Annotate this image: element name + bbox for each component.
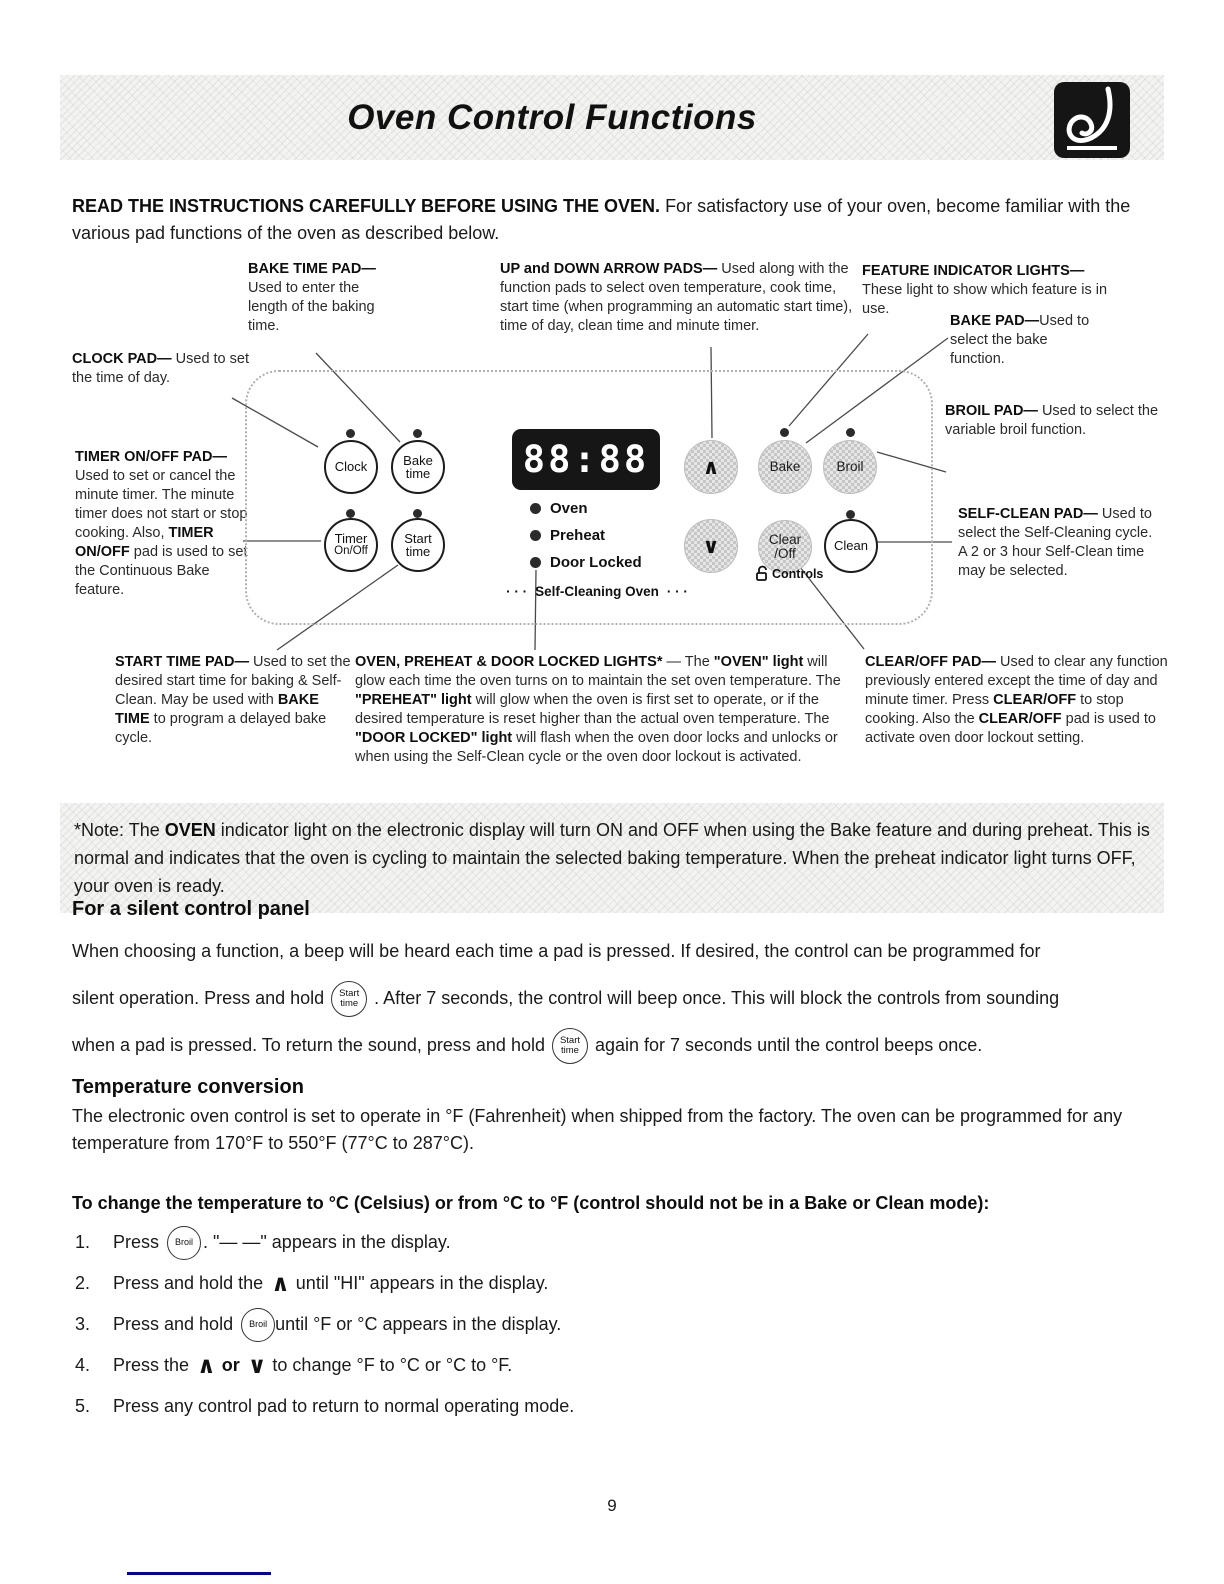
start-time-button-icon bbox=[552, 1028, 588, 1064]
mini-button-label: Broil bbox=[249, 1318, 268, 1329]
callout-body: will flash when the oven door locks and unlocks or when using the Self-Clean cycle or the oven door lockout is activated. bbox=[355, 730, 838, 765]
door-locked-light-icon bbox=[530, 557, 541, 568]
bake-time-button bbox=[391, 440, 445, 494]
callout-lead: START TIME PAD— bbox=[115, 654, 249, 670]
step-text: or bbox=[221, 1355, 240, 1375]
callout-lead: BAKE TIME PAD— bbox=[248, 261, 376, 277]
callout-lead: UP and DOWN ARROW PADS— bbox=[500, 261, 718, 277]
broil-button-icon bbox=[241, 1308, 275, 1342]
callout-bold: BAKE TIME bbox=[115, 692, 319, 727]
indicator-light-icon bbox=[846, 510, 855, 519]
silent-text: . After 7 seconds, the control will beep once. This will block the controls from sounding bbox=[374, 988, 1060, 1008]
button-label: time bbox=[405, 466, 431, 481]
preheat-light-icon bbox=[530, 530, 541, 541]
callout-clock-pad bbox=[72, 350, 267, 388]
callout-body: These light to show which feature is in use. bbox=[862, 282, 1108, 317]
temperature-steps bbox=[75, 1222, 1175, 1427]
broil-button-icon bbox=[167, 1226, 201, 1260]
callout-lead: SELF-CLEAN PAD— bbox=[958, 506, 1098, 522]
callout-body: Used along with the function pads to select oven temperature, cook time, start time (when programming an automatic start time), time of day, clean time and minute timer. bbox=[500, 261, 853, 334]
start-time-button bbox=[391, 518, 445, 572]
temperature-body: The electronic oven control is set to operate in °F (Fahrenheit) when shipped from the factory. The oven can be programmed for any temperature from 170°F to 550°F (77°C to 287°C). bbox=[72, 1106, 1123, 1153]
callout-body: Used to clear any function previously entered except the time of day and minute timer. Press bbox=[865, 654, 1168, 708]
button-label: Clock bbox=[334, 459, 368, 475]
button-label: Bake bbox=[403, 452, 433, 468]
step-number: 5. bbox=[75, 1396, 91, 1416]
up-arrow-pad bbox=[684, 440, 738, 494]
step-1 bbox=[75, 1222, 1175, 1263]
step-number: 1. bbox=[75, 1232, 91, 1252]
silent-section-heading: For a silent control panel bbox=[72, 898, 310, 920]
timer-on-off-button bbox=[324, 518, 378, 572]
silent-line-2 bbox=[72, 975, 1192, 1022]
step-text: . "— —" appears in the display. bbox=[203, 1232, 451, 1252]
indicator-label: Oven bbox=[550, 500, 588, 517]
callout-clear-off-pad bbox=[865, 653, 1173, 748]
door-locked-indicator bbox=[530, 554, 642, 571]
note-text: *Note: The bbox=[74, 820, 165, 840]
silent-section-body bbox=[72, 928, 1192, 1069]
callout-start-time-pad bbox=[115, 653, 353, 748]
oven-light-icon bbox=[530, 503, 541, 514]
button-label: Bake bbox=[769, 459, 801, 474]
indicator-light-icon bbox=[780, 428, 789, 437]
down-arrow-icon: ∨ bbox=[247, 1352, 267, 1379]
clean-button bbox=[824, 519, 878, 573]
indicator-light-icon bbox=[846, 428, 855, 437]
step-text: until °F or °C appears in the display. bbox=[275, 1314, 562, 1334]
button-label: Broil bbox=[836, 459, 864, 474]
button-label: Clean bbox=[834, 538, 868, 554]
step-number: 4. bbox=[75, 1355, 91, 1375]
up-arrow-icon: ∧ bbox=[271, 1270, 290, 1297]
lock-icon bbox=[755, 565, 770, 582]
clock-button bbox=[324, 440, 378, 494]
silent-text: when a pad is pressed. To return the sound, press and hold bbox=[72, 1035, 545, 1055]
note-box bbox=[60, 803, 1164, 913]
silent-line-1 bbox=[72, 928, 1192, 975]
callout-lead: TIMER ON/OFF PAD— bbox=[75, 449, 227, 465]
indicator-label: Door Locked bbox=[550, 554, 642, 571]
intro-paragraph bbox=[72, 193, 1164, 247]
display-value: 88:88 bbox=[522, 438, 650, 481]
button-label: Timer bbox=[334, 530, 368, 546]
preheat-indicator bbox=[530, 527, 605, 544]
silent-line-3 bbox=[72, 1022, 1192, 1069]
footer-blue-line bbox=[127, 1572, 271, 1575]
button-label: Start bbox=[404, 530, 432, 546]
indicator-light-icon bbox=[413, 509, 422, 518]
self-cleaning-text: Self-Cleaning Oven bbox=[535, 584, 659, 599]
callout-feature-indicator-lights bbox=[862, 262, 1124, 319]
button-label: Clear bbox=[768, 532, 802, 547]
intro-rest: For satisfactory use of your oven, become familiar with the various pad functions of the oven as described below. bbox=[72, 196, 1131, 243]
step-text: Press and hold the bbox=[113, 1273, 264, 1293]
step-number: 3. bbox=[75, 1314, 91, 1334]
start-time-button-icon bbox=[331, 981, 367, 1017]
step-text: Press and hold bbox=[113, 1314, 234, 1334]
down-arrow-icon: ∨ bbox=[702, 534, 720, 558]
callout-body: to program a delayed bake cycle. bbox=[115, 711, 327, 746]
control-panel-diagram bbox=[0, 250, 1224, 805]
step-text: Press bbox=[113, 1232, 160, 1252]
step-text: until "HI" appears in the display. bbox=[295, 1273, 549, 1293]
step-number: 2. bbox=[75, 1273, 91, 1293]
up-arrow-icon: ∧ bbox=[702, 455, 720, 479]
callout-body: Used to select the Self-Cleaning cycle. A 2 or 3 hour Self-Clean time may be selected. bbox=[958, 506, 1153, 579]
callout-lead: FEATURE INDICATOR LIGHTS— bbox=[862, 263, 1085, 279]
note-bold: OVEN bbox=[164, 820, 216, 840]
up-arrow-icon: ∧ bbox=[197, 1352, 216, 1379]
callout-body: Used to set the desired start time for baking & Self-Clean. May be used with bbox=[115, 654, 351, 708]
temperature-section-heading: Temperature conversion bbox=[72, 1076, 304, 1098]
callout-body: pad is used to set the Continuous Bake feature. bbox=[75, 544, 248, 598]
callout-bold: TIMER ON/OFF bbox=[75, 525, 214, 560]
button-label: /Off bbox=[774, 546, 796, 561]
silent-text: When choosing a function, a beep will be heard each time a pad is pressed. If desired, the control can be programmed for bbox=[72, 941, 1041, 961]
callout-lead: OVEN, PREHEAT & DOOR LOCKED LIGHTS* bbox=[355, 654, 663, 670]
step-2 bbox=[75, 1263, 1175, 1304]
temperature-subheading: To change the temperature to °C (Celsius) or from °C to °F (control should not be in a Bake or Clean mode): bbox=[72, 1193, 990, 1213]
mini-button-label: Start bbox=[339, 988, 360, 999]
bake-pad bbox=[758, 440, 812, 494]
oven-control-panel bbox=[245, 370, 933, 625]
callout-up-down-arrow-pads bbox=[500, 260, 868, 336]
callout-lead: BAKE PAD— bbox=[950, 313, 1040, 329]
callout-lead: BROIL PAD— bbox=[945, 403, 1038, 419]
callout-bake-pad bbox=[950, 312, 1105, 369]
self-cleaning-oven-label bbox=[485, 584, 709, 599]
callout-bold: "PREHEAT" light bbox=[355, 692, 472, 708]
callout-body: will glow when the oven is first set to operate, or if the desired temperature is reset higher than the actual oven temperature. The bbox=[355, 692, 830, 727]
callout-body: — The bbox=[662, 654, 714, 670]
callout-body: Used to select the variable broil function. bbox=[945, 403, 1159, 438]
callout-broil-pad bbox=[945, 402, 1163, 440]
step-5 bbox=[75, 1386, 1175, 1427]
indicator-light-icon bbox=[413, 429, 422, 438]
callout-body: Used to set or cancel the minute timer. The minute timer does not start or stop cooking. Also, bbox=[75, 468, 248, 541]
callout-body: Used to set the time of day. bbox=[72, 351, 249, 386]
callout-bake-time-pad bbox=[248, 260, 400, 336]
silent-text: again for 7 seconds until the control beeps once. bbox=[594, 1035, 983, 1055]
controls-lockout-label bbox=[755, 565, 823, 582]
indicator-light-icon bbox=[346, 509, 355, 518]
step-text: Press the bbox=[113, 1355, 190, 1375]
step-3 bbox=[75, 1304, 1175, 1345]
button-label: time bbox=[405, 544, 431, 559]
step-4 bbox=[75, 1345, 1175, 1386]
silent-text: silent operation. Press and hold bbox=[72, 988, 325, 1008]
callout-body: to stop cooking. Also the bbox=[865, 692, 1124, 727]
callout-lead: CLOCK PAD— bbox=[72, 351, 172, 367]
note-text: indicator light on the electronic display will turn ON and OFF when using the Bake feature and during preheat. This is normal and indicates that the oven is cycling to maintain the selected baking temperature. When the preheat indicator light turns OFF, your oven is ready. bbox=[74, 820, 1150, 896]
down-arrow-pad bbox=[684, 519, 738, 573]
callout-self-clean-pad bbox=[958, 505, 1156, 581]
broil-pad bbox=[823, 440, 877, 494]
intro-bold: READ THE INSTRUCTIONS CAREFULLY BEFORE USING THE OVEN. bbox=[72, 196, 661, 216]
step-text: Press any control pad to return to normal operating mode. bbox=[113, 1396, 575, 1416]
callout-lead: CLEAR/OFF PAD— bbox=[865, 654, 997, 670]
callout-body: Used to select the bake function. bbox=[950, 313, 1090, 367]
callout-oven-preheat-door-locked-lights bbox=[355, 653, 852, 767]
mini-button-label: time bbox=[561, 1044, 579, 1056]
callout-body: will glow each time the oven turns on to maintain the set oven temperature. The bbox=[355, 654, 841, 689]
callout-bold: "DOOR LOCKED" light bbox=[355, 730, 513, 746]
callout-body: Used to enter the length of the baking time. bbox=[248, 280, 375, 334]
page-number: 9 bbox=[607, 1496, 617, 1515]
oven-utensil-icon bbox=[1054, 82, 1130, 158]
page-title: Oven Control Functions bbox=[347, 97, 757, 137]
dots-icon: · · · bbox=[666, 584, 688, 599]
callout-bold: CLEAR/OFF bbox=[978, 711, 1062, 727]
button-label: On/Off bbox=[334, 545, 368, 557]
step-text: to change °F to °C or °C to °F. bbox=[272, 1355, 513, 1375]
mini-button-label: time bbox=[340, 997, 359, 1009]
mini-button-label: Start bbox=[559, 1035, 581, 1046]
indicator-label: Preheat bbox=[550, 527, 606, 544]
callout-bold: CLEAR/OFF bbox=[993, 692, 1077, 708]
indicator-light-icon bbox=[346, 429, 355, 438]
callout-bold: "OVEN" light bbox=[713, 654, 804, 670]
callout-body: pad is used to activate oven door lockout setting. bbox=[865, 711, 1156, 746]
dots-icon: · · · bbox=[506, 584, 528, 599]
oven-display bbox=[512, 429, 660, 490]
header-band bbox=[60, 75, 1164, 160]
mini-button-label: Broil bbox=[175, 1236, 194, 1247]
oven-indicator bbox=[530, 500, 588, 517]
controls-text: Controls bbox=[772, 566, 824, 581]
callout-timer-on-off-pad bbox=[75, 448, 257, 600]
